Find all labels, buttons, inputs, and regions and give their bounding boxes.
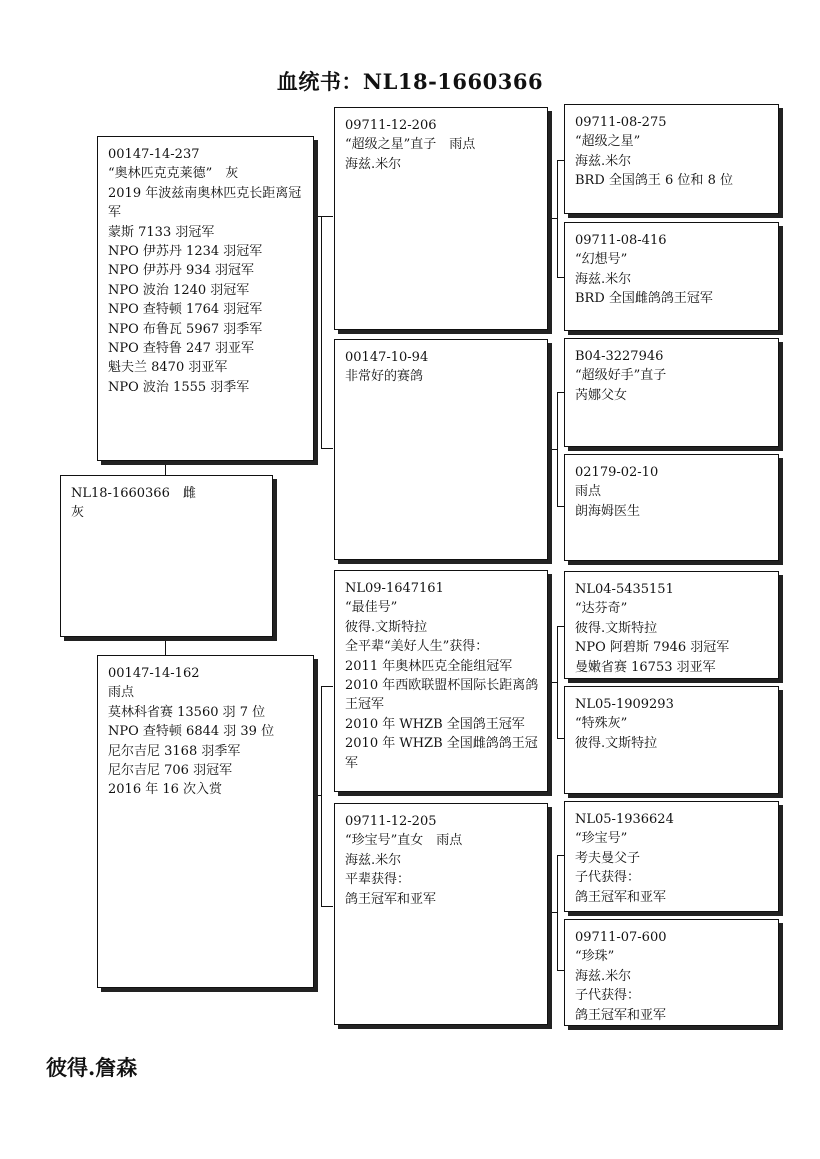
dam-sire-line: 彼得.文斯特拉 bbox=[345, 619, 428, 635]
ss-sire-line: 海兹.米尔 bbox=[575, 153, 632, 169]
ss-sire-box bbox=[564, 104, 779, 214]
dam-dam-line: 鸽王冠军和亚军 bbox=[345, 891, 437, 907]
sire-line: 魁夫兰 8470 羽亚军 bbox=[108, 360, 228, 376]
dd-dam-line: 鸽王冠军和亚军 bbox=[575, 1007, 667, 1023]
connector-dam-top bbox=[321, 686, 333, 687]
sire-line: 蒙斯 7133 羽冠军 bbox=[108, 224, 215, 240]
pedigree-subject-box bbox=[60, 475, 273, 637]
dam-dam-box bbox=[334, 803, 548, 1025]
sd-sire-line: 芮娜父女 bbox=[575, 387, 628, 403]
breeder-name: 彼得.詹森 bbox=[46, 1055, 138, 1080]
sd-sire-box bbox=[564, 338, 779, 447]
connector-sd-bottom bbox=[557, 506, 564, 507]
dd-dam-line: 海兹.米尔 bbox=[575, 968, 632, 984]
ss-sire-line: BRD 全国鸽王 6 位和 8 位 bbox=[575, 173, 733, 189]
connector-sire-bottom bbox=[321, 448, 333, 449]
ss-dam-line: 海兹.米尔 bbox=[575, 271, 632, 287]
sd-dam-line: 02179-02-10 bbox=[575, 465, 659, 480]
sd-sire-line: “超级好手”直子 bbox=[575, 368, 667, 384]
ds-dam-line: “特殊灰” bbox=[575, 716, 628, 732]
dd-sire-line: 鸽王冠军和亚军 bbox=[575, 889, 667, 905]
connector-sire-top bbox=[321, 216, 333, 217]
ss-sire-line: 09711-08-275 bbox=[575, 115, 667, 130]
connector-ss-mid bbox=[548, 218, 557, 219]
page-title: 血统书：NL18-1660366 bbox=[276, 69, 544, 94]
dam-dam-line: 海兹.米尔 bbox=[345, 852, 402, 868]
ss-dam-box bbox=[564, 222, 779, 331]
subject-line-2: 灰 bbox=[71, 505, 85, 521]
dam-sire-line: 2010 年西欧联盟杯国际长距离鸽王冠军 bbox=[345, 678, 539, 713]
ds-sire-line: 彼得.文斯特拉 bbox=[575, 620, 658, 636]
ds-sire-line: 曼嫩省赛 16753 羽亚军 bbox=[575, 659, 716, 675]
dam-line: 尼尔吉尼 706 羽冠军 bbox=[108, 763, 233, 779]
sire-sire-line: 海兹.米尔 bbox=[345, 156, 402, 172]
ss-dam-line: BRD 全国雌鸽鸽王冠军 bbox=[575, 291, 713, 307]
dam-dam-line: “珍宝号”直女 雨点 bbox=[345, 833, 463, 849]
dam-sire-line: NL09-1647161 bbox=[345, 581, 444, 596]
dam-line: 2016 年 16 次入赏 bbox=[108, 782, 223, 798]
ds-sire-line: “达芬奇” bbox=[575, 601, 628, 617]
connector-dd-mid bbox=[548, 912, 557, 913]
ds-dam-line: NL05-1909293 bbox=[575, 697, 674, 712]
dam-sire-line: 2010 年 WHZB 全国鸽王冠军 bbox=[345, 716, 525, 732]
connector-ss bbox=[557, 160, 558, 277]
dam-sire-line: 2010 年 WHZB 全国雌鸽鸽王冠军 bbox=[345, 736, 538, 771]
ss-dam-line: “幻想号” bbox=[575, 252, 628, 268]
connector-sire-grandparents bbox=[321, 216, 322, 448]
sd-dam-line: 雨点 bbox=[575, 484, 602, 500]
ds-dam-box bbox=[564, 686, 779, 794]
connector-sd-top bbox=[557, 392, 564, 393]
subject-line-1: NL18-1660366 雌 bbox=[71, 486, 196, 501]
sire-line: NPO 查特鲁 247 羽亚军 bbox=[108, 341, 254, 357]
dam-dam-line: 平辈获得： bbox=[345, 872, 411, 888]
ds-sire-line: NL04-5435151 bbox=[575, 582, 674, 597]
connector-dd-bottom bbox=[557, 970, 564, 971]
sd-dam-box bbox=[564, 454, 779, 561]
connector-dam-tick bbox=[313, 795, 321, 796]
ds-dam-line: 彼得.文斯特拉 bbox=[575, 735, 658, 751]
ds-sire-line: NPO 阿碧斯 7946 羽冠军 bbox=[575, 640, 730, 656]
sire-line: NPO 查特顿 1764 羽冠军 bbox=[108, 302, 263, 318]
dd-sire-box bbox=[564, 801, 779, 912]
dd-sire-line: NL05-1936624 bbox=[575, 812, 674, 827]
dd-sire-line: “珍宝号” bbox=[575, 831, 628, 847]
dam-line: 尼尔吉尼 3168 羽季军 bbox=[108, 743, 241, 759]
connector-dd bbox=[557, 855, 558, 970]
sire-sire-box bbox=[334, 107, 548, 330]
sd-dam-line: 朗海姆医生 bbox=[575, 503, 641, 519]
dam-sire-box bbox=[334, 570, 548, 792]
sire-box bbox=[97, 136, 314, 461]
sire-line: 00147-14-237 bbox=[108, 147, 200, 162]
dd-sire-line: 考夫曼父子 bbox=[575, 850, 641, 866]
dam-box bbox=[97, 655, 314, 988]
dam-line: NPO 查特顿 6844 羽 39 位 bbox=[108, 724, 275, 740]
sire-dam-line: 00147-10-94 bbox=[345, 350, 429, 365]
dd-sire-line: 子代获得： bbox=[575, 870, 641, 886]
sire-line: NPO 伊苏丹 934 羽冠军 bbox=[108, 263, 254, 279]
connector-ds-mid bbox=[548, 682, 557, 683]
sire-line: NPO 波治 1240 羽冠军 bbox=[108, 282, 250, 298]
dd-dam-line: 09711-07-600 bbox=[575, 930, 667, 945]
connector-ss-top bbox=[557, 160, 564, 161]
connector-sd-mid bbox=[548, 449, 557, 450]
dd-dam-line: 子代获得： bbox=[575, 988, 641, 1004]
ds-sire-box bbox=[564, 571, 779, 679]
dam-line: 00147-14-162 bbox=[108, 666, 200, 681]
sire-sire-line: “超级之星”直子 雨点 bbox=[345, 137, 476, 153]
connector-ds bbox=[557, 626, 558, 738]
ss-sire-line: “超级之星” bbox=[575, 134, 641, 150]
sire-line: NPO 伊苏丹 1234 羽冠军 bbox=[108, 244, 263, 260]
sire-dam-box bbox=[334, 339, 548, 560]
dam-sire-line: 2011 年奥林匹克全能组冠军 bbox=[345, 658, 513, 674]
connector-ds-top bbox=[557, 626, 564, 627]
dam-line: 莫林科省赛 13560 羽 7 位 bbox=[108, 704, 266, 720]
dam-sire-line: 全平辈“美好人生”获得： bbox=[345, 639, 489, 655]
sire-line: 2019 年波兹南奥林匹克长距离冠军 bbox=[108, 185, 302, 221]
connector-sd bbox=[557, 392, 558, 506]
connector-dam-bottom bbox=[321, 906, 333, 907]
connector-dd-top bbox=[557, 855, 564, 856]
sire-line: “奥林匹克克莱德” 灰 bbox=[108, 166, 239, 182]
connector-ds-bottom bbox=[557, 738, 564, 739]
dam-dam-line: 09711-12-205 bbox=[345, 814, 437, 829]
dd-dam-line: “珍珠” bbox=[575, 949, 615, 965]
sire-sire-line: 09711-12-206 bbox=[345, 118, 437, 133]
sire-dam-line: 非常好的赛鸽 bbox=[345, 369, 424, 385]
sd-sire-line: B04-3227946 bbox=[575, 349, 664, 364]
ss-dam-line: 09711-08-416 bbox=[575, 233, 667, 248]
connector-ss-bottom bbox=[557, 277, 564, 278]
connector-dam-grandparents bbox=[321, 686, 322, 906]
dd-dam-box bbox=[564, 919, 779, 1026]
dam-sire-line: “最佳号” bbox=[345, 600, 398, 616]
sire-line: NPO 布鲁瓦 5967 羽季军 bbox=[108, 321, 263, 337]
sire-line: NPO 波治 1555 羽季军 bbox=[108, 379, 250, 395]
dam-line: 雨点 bbox=[108, 685, 135, 701]
